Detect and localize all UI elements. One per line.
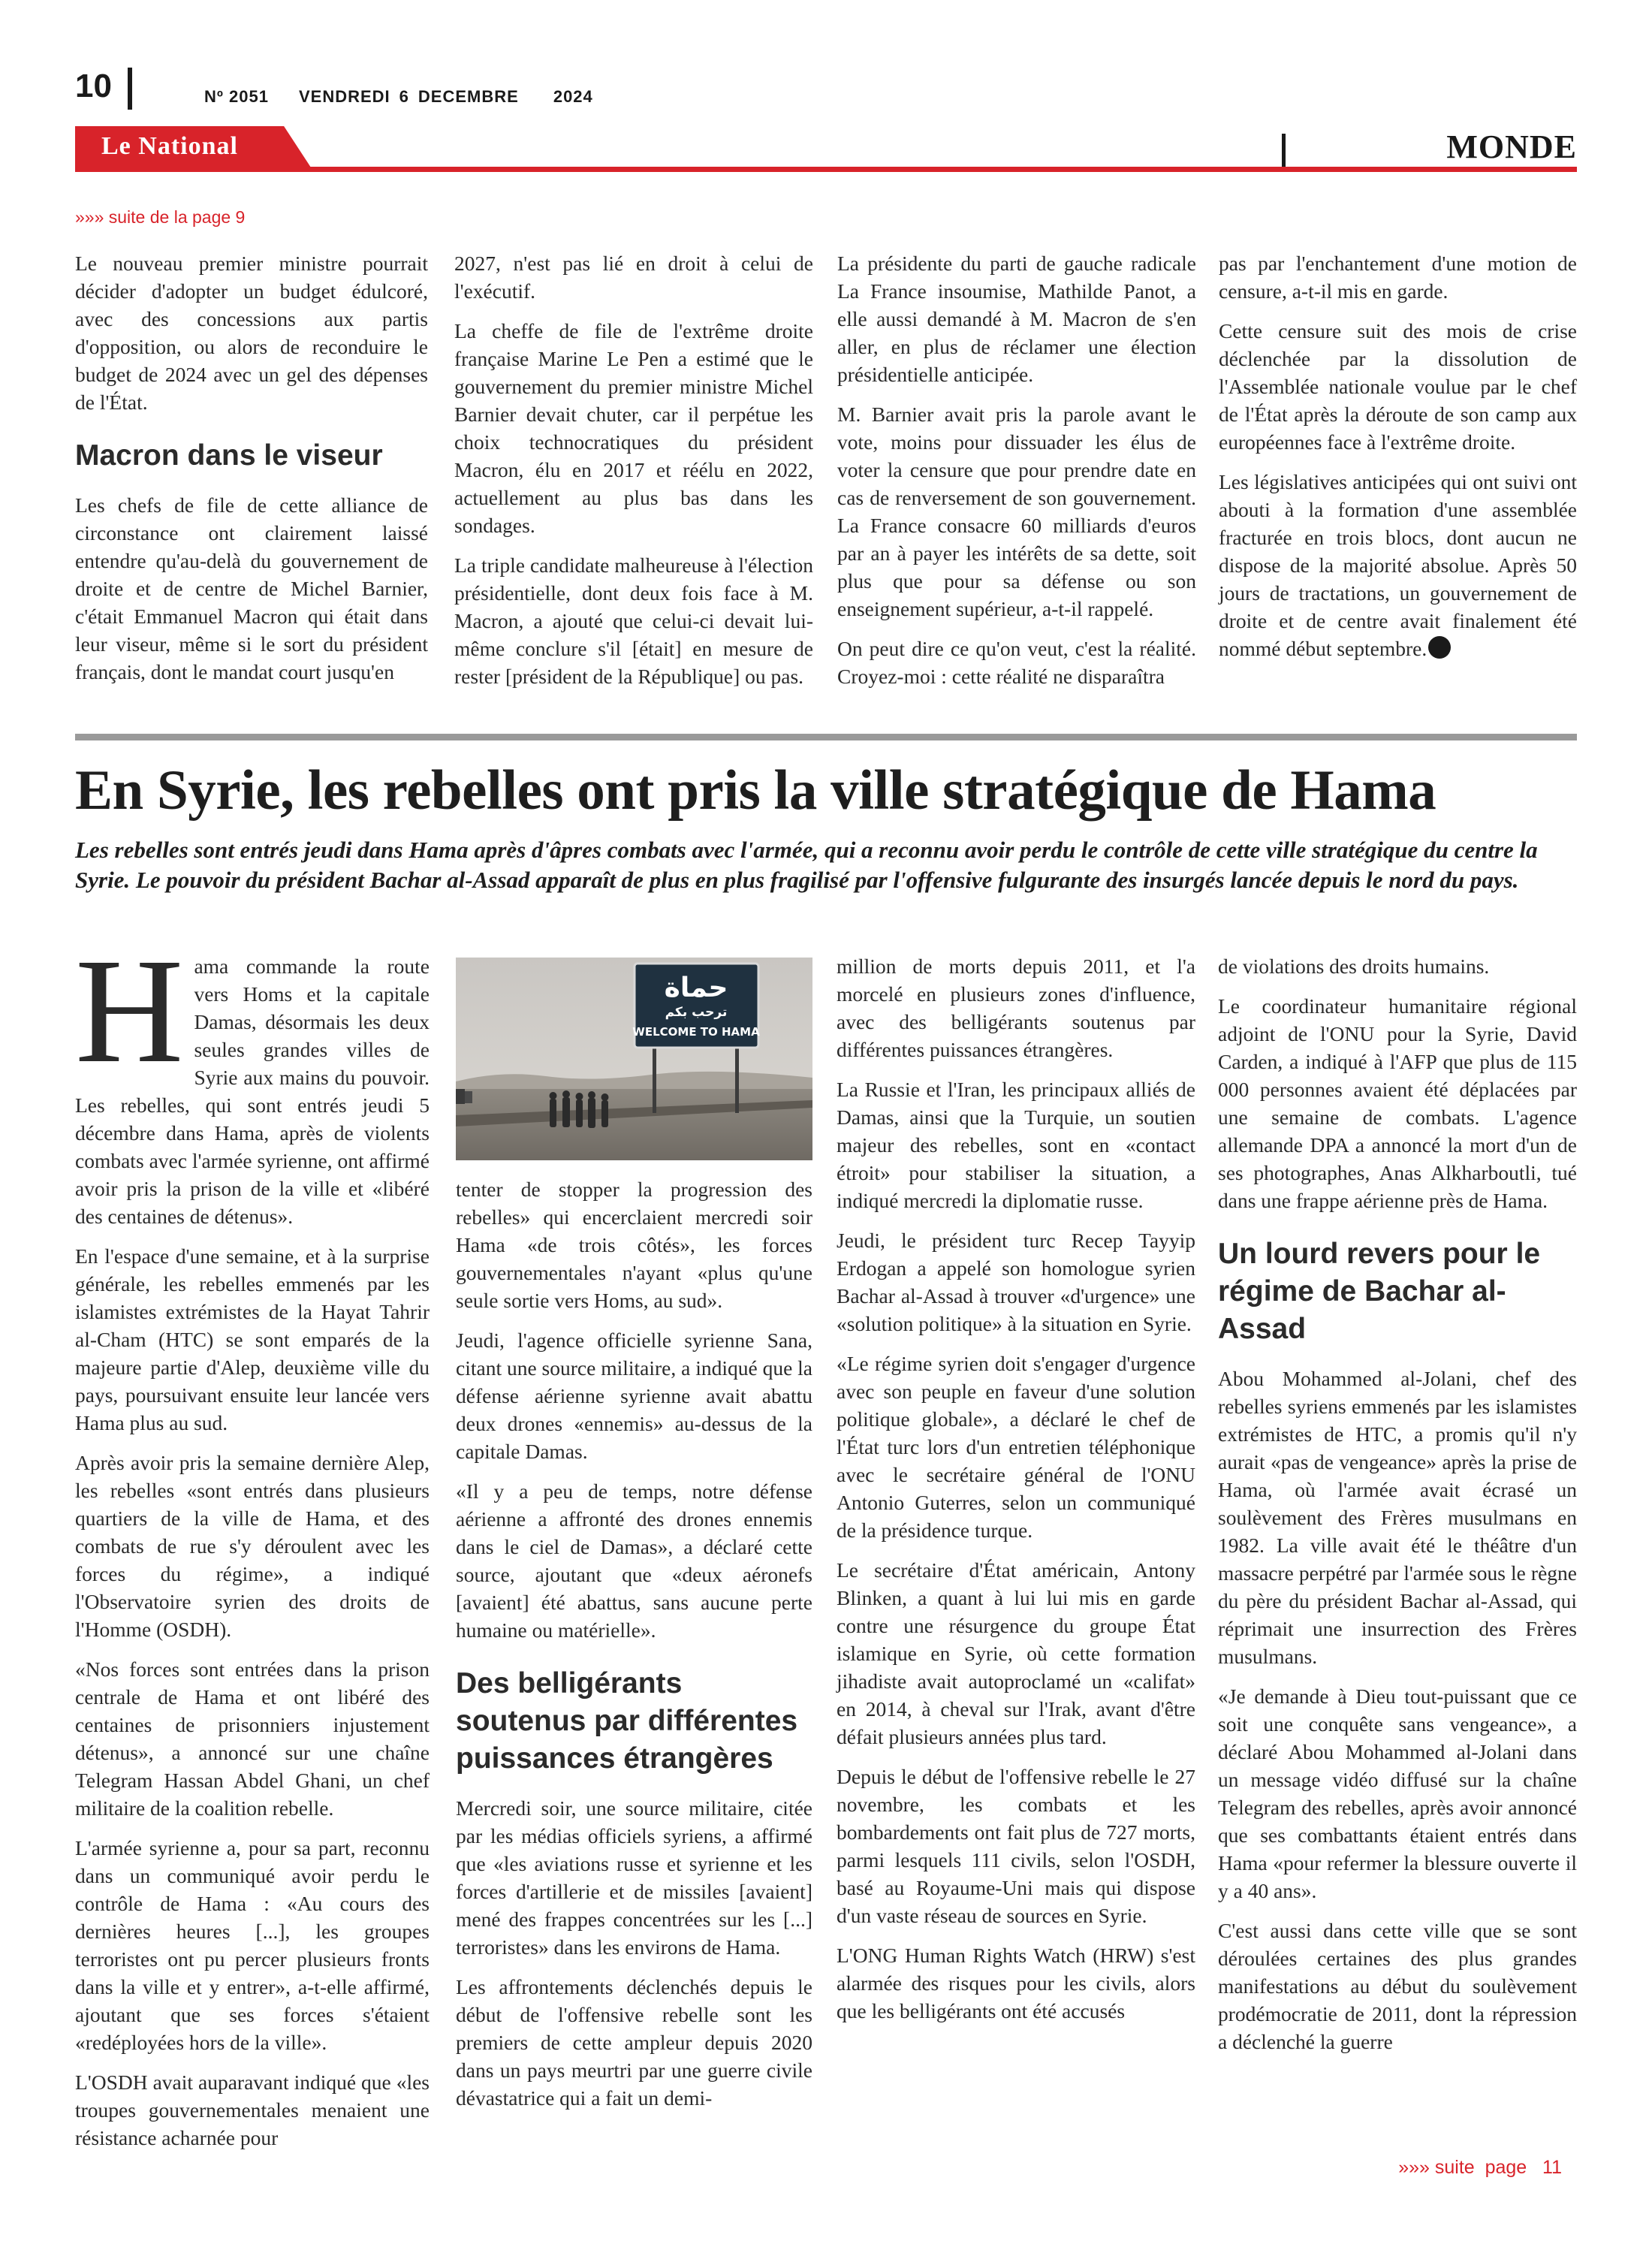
drop-cap: H (75, 928, 184, 1094)
paragraph: tenter de stopper la progression des rebelles» qui encerclaient mercredi soir Hama «de trois côtés», les forces gouvernementales n'ayant «plus qu'une seule sortie vers Homs, au sud». (456, 1178, 812, 1312)
issue-year: 2024 (553, 87, 593, 106)
paragraph: «Le régime syrien doit s'engager d'urgence avec son peuple en faveur d'une solution politique globale», a déclaré le chef de l'État turc lors d'un entretien téléphonique avec le secrétaire général de l'ONU Antonio Guterres, selon un communiqué de la présidence turque. (837, 1352, 1195, 1542)
paragraph: L'armée syrienne a, pour sa part, reconnu dans un communiqué avoir perdu le contrôle de Hama : «Au cours des dernières heures [...], les groupes terroristes ont pu percer plusieurs fronts dans la ville et y entrer», a-t-elle affirmé, ajoutant que ses forces s'étaient «redéployées hors de la ville». (75, 1836, 430, 2054)
paragraph: «Nos forces sont entrées dans la prison centrale de Hama et ont libéré des centaines de prisonniers injustement détenus», a annoncé sur une chaîne Telegram Hassan Abdel Ghani, un chef militaire de la coalition rebelle. (75, 1657, 430, 1820)
main-article-column-2 (456, 1175, 812, 2124)
paragraph: La présidente du parti de gauche radicale La France insoumise, Mathilde Panot, a elle aussi demandé à M. Macron de s'en aller, en plus de réclamer une élection présidentielle anticipée. (837, 252, 1196, 386)
paragraph: Le secrétaire d'État américain, Antony Blinken, a quant à lui lui mis en garde contre une résurgence du groupe État islamique en Syrie, où cette formation jihadiste avait autoproclamé un «califat» en 2014, à cheval sur l'Irak, avant d'être défait plusieurs années plus tard. (837, 1558, 1195, 1748)
paragraph: L'OSDH avait auparavant indiqué que «les troupes gouvernementales menaient une résistance acharnée pour (75, 2071, 430, 2149)
issue-weekday: VENDREDI (298, 87, 390, 106)
paragraph-text: Les législatives anticipées qui ont suivi ont abouti à la formation d'une assemblée fracturée en trois blocs, dont aucun ne dispose de la majorité absolue. Après 50 jours de tractations, un gouvernement de droite et de centre avait finalement été nommé début septembre. (1219, 470, 1577, 660)
subheading: Un lourd revers pour le régime de Bachar al-Assad (1218, 1238, 1541, 1345)
continued-from[interactable]: »»» suite de la page 9 (75, 207, 246, 227)
header-rule (75, 167, 1577, 172)
paragraph: «Je demande à Dieu tout-puissant que ce soit une conquête sans vengeance», a déclaré Abou Mohammed al-Jolani dans un message vidéo diffusé sur la chaîne Telegram des rebelles, après avoir annoncé que ses combattants étaient entrés dans Hama «pour refermer la blessure ouverte il y a 40 ans». (1218, 1684, 1577, 1902)
top-article-column-1 (75, 249, 428, 698)
issue-line (204, 87, 623, 107)
sign-arabic-sub: ترحب بكم (665, 1005, 728, 1020)
paragraph: Abou Mohammed al-Jolani, chef des rebelles syriens emmenés par les islamistes extrémistes de HTC, a promis qu'il n'y aurait «pas de vengeance» après la prise de Hama, où l'armée avait écrasé un soulèvement des Frères musulmans en 1982. La ville avait été le théâtre d'un massacre perpétré par l'armée sous le règne du père du président Bachar al-Assad, qui réprimait une insurrection des Frères musulmans. (1218, 1367, 1577, 1668)
sign-english: WELCOME TO HAMA (632, 1025, 760, 1039)
article-divider (75, 734, 1577, 740)
paragraph: Les affrontements déclenchés depuis le début de l'offensive rebelle sont les premiers de cette ampleur depuis 2020 dans un pays meurtri par une guerre civile dévastatrice qui a fait un demi- (456, 1975, 812, 2110)
paragraph: On peut dire ce qu'on veut, c'est la réalité. Croyez-moi : cette réalité ne disparaîtra (837, 637, 1196, 688)
welcome-to-hama-photo (456, 958, 812, 1160)
paragraph: Cette censure suit des mois de crise déclenchée par la dissolution de l'Assemblée nationale voulue par le chef de l'État après la déroute de son camp aux européennes face à l'extrême droite. (1219, 319, 1577, 454)
section-name: MONDE (1446, 128, 1577, 165)
paragraph: La Russie et l'Iran, les principaux alliés de Damas, ainsi que la Turquie, un soutien majeur des rebelles, sont en «contact étroit» pour stabiliser la situation, a indiqué mercredi la diplomatie russe. (837, 1078, 1195, 1212)
subheading: Macron dans le viseur (75, 439, 383, 472)
paragraph: million de morts depuis 2011, et l'a morcelé en plusieurs zones d'influence, avec des belligérants soutenus par différentes puissances étrangères. (837, 955, 1195, 1061)
continued-to[interactable]: »»» suite page 11 (1398, 2157, 1562, 2178)
paragraph: Jeudi, le président turc Recep Tayyip Erdogan a appelé son homologue syrien Bachar al-Assad à trouver «d'urgence» une «solution politique» à la situation en Syrie. (837, 1229, 1195, 1335)
article-photo (456, 958, 812, 1160)
top-article-column-2 (454, 249, 813, 702)
paragraph: de violations des droits humains. (1218, 955, 1490, 978)
paragraph: Les chefs de file de cette alliance de circonstance ont clairement laissé entendre qu'au-delà du gouvernement de droite et de centre de Michel Barnier, c'était Emmanuel Macron qui était dans leur viseur, même si le sort du président français, dont le mandat court jusqu'en (75, 493, 428, 683)
main-article-column-1 (75, 928, 430, 2164)
page-number: 10 (75, 68, 112, 104)
paragraph: La cheffe de file de l'extrême droite française Marine Le Pen a estimé que le gouvernement du premier ministre Michel Barnier devait chuter, car il perpétue les choix technocratiques du président Macron, élu en 2017 et réélu en 2022, actuellement au plus bas dans les sondages. (454, 319, 813, 537)
paragraph (75, 928, 430, 1230)
paragraph: Jeudi, l'agence officielle syrienne Sana, citant une source militaire, a indiqué que la défense aérienne syrienne avait abattu deux drones «ennemis» au-dessus de la capitale Damas. (456, 1329, 812, 1463)
brand-name: Le National (101, 132, 238, 160)
paragraph-text: ama commande la route vers Homs et la capitale Damas, désormais les deux seules grandes villes de Syrie aux mains du pouvoir. Les rebelles, qui sont entrés jeudi 5 décembre dans Hama, après de violents combats avec l'armée syrienne, ont affirmé avoir pris la prison de la ville et «libéré des centaines de détenus». (75, 955, 430, 1228)
issue-day: 6 (399, 87, 409, 106)
paragraph: C'est aussi dans cette ville que se sont déroulées certaines des plus grandes manifestations au début du soulèvement prodémocratie de 2011, dont la répression a déclenché la guerre (1218, 1919, 1577, 2053)
paragraph: Le coordinateur humanitaire régional adjoint de l'ONU pour la Syrie, David Carden, a indiqué à l'AFP que plus de 115 000 personnes avaient été déplacées par une semaine de combats. L'agence allemande DPA a annoncé la mort d'un de ses photographes, Anas Alkharboutli, tué dans une frappe aérienne près de Hama. (1218, 994, 1577, 1212)
top-article-column-3 (837, 249, 1196, 702)
issue-month: DECEMBRE (418, 87, 519, 106)
paragraph: Mercredi soir, une source militaire, citée par les médias officiels syriens, a affirmé que «les aviations russe et syrienne et les forces d'artillerie et de missiles [avaient] mené des frappes concentrées sur les [...] terroristes» dans les environs de Hama. (456, 1796, 812, 1959)
section-divider (1282, 134, 1286, 167)
paragraph: Le nouveau premier ministre pourrait décider d'adopter un budget édulcoré, avec des concessions aux partis d'opposition, ou alors de reconduire le budget de 2024 avec un gel des dépenses de l'État. (75, 252, 428, 414)
paragraph: La triple candidate malheureuse à l'élection présidentielle, dont deux fois face à M. Macron, a ajouté que celui-ci devait lui-même conclure s'il [était] en mesure de rester [président de la République] ou pas. (454, 553, 813, 688)
subheading: Des belligérants soutenus par différentes puissances étrangères (456, 1667, 798, 1775)
paragraph: pas par l'enchantement d'une motion de censure, a-t-il mis en garde. (1219, 252, 1577, 303)
paragraph (1219, 468, 1577, 662)
main-article-column-3 (837, 952, 1195, 2037)
paragraph: 2027, n'est pas lié en droit à celui de l'exécutif. (454, 252, 813, 303)
paragraph: Après avoir pris la semaine dernière Alep, les rebelles «sont entrés dans plusieurs quartiers de la ville de Hama, et des combats de rue s'y déroulent avec les forces du régime», a indiqué l'Observatoire syrien des droits de l'Homme (OSDH). (75, 1451, 430, 1641)
main-article-column-4 (1218, 952, 1577, 2068)
paragraph: M. Barnier avait pris la parole avant le vote, moins pour dissuader les élus de voter la censure que pour prendre date en cas de renversement de son gouvernement. La France consacre 60 milliards d'euros par an à payer les intérêts de sa dette, soit plus que pour sa défense ou son enseignement supérieur, a-t-il rappelé. (837, 403, 1196, 620)
paragraph: L'ONG Human Rights Watch (HRW) s'est alarmée des risques pour les civils, alors que les belligérants ont été accusés (837, 1944, 1195, 2022)
page-number-divider (128, 68, 132, 110)
paragraph: Depuis le début de l'offensive rebelle le 27 novembre, les combats et les bombardements ont fait plus de 727 morts, parmi lesquels 111 civils, selon l'OSDH, basé au Royaume-Uni mais qui dispose d'un vaste réseau de sources en Syrie. (837, 1765, 1195, 1927)
paragraph: En l'espace d'une semaine, et à la surprise générale, les rebelles emmenés par les islamistes extrémistes de la Hayat Tahrir al-Cham (HTC) se sont emparés de la majeure partie d'Alep, deuxième ville du pays, poursuivant ensuite leur lancée vers Hama plus au sud. (75, 1244, 430, 1434)
article-lead: Les rebelles sont entrés jeudi dans Hama après d'âpres combats avec l'armée, qui a reconnu avoir perdu le contrôle de cette ville stratégique du centre la Syrie. Le pouvoir du président Bachar al-Assad apparaît de plus en plus fragilisé par l'offensive fulgurante des insurgés lancée depuis le nord du pays. (75, 837, 1538, 893)
article-headline: En Syrie, les rebelles ont pris la ville stratégique de Hama (75, 759, 1436, 822)
top-article-column-4 (1219, 249, 1577, 674)
sign-arabic-main: حماة (664, 973, 728, 1003)
issue-number: Nº 2051 (204, 87, 269, 106)
paragraph: «Il y a peu de temps, notre défense aérienne a affronté des drones ennemis dans le ciel de Damas», a déclaré cette source, ajoutant que «deux aéronefs [avaient] été abattus, sans aucune perte humaine ou matérielle». (456, 1479, 812, 1642)
end-of-article-icon (1428, 636, 1451, 659)
